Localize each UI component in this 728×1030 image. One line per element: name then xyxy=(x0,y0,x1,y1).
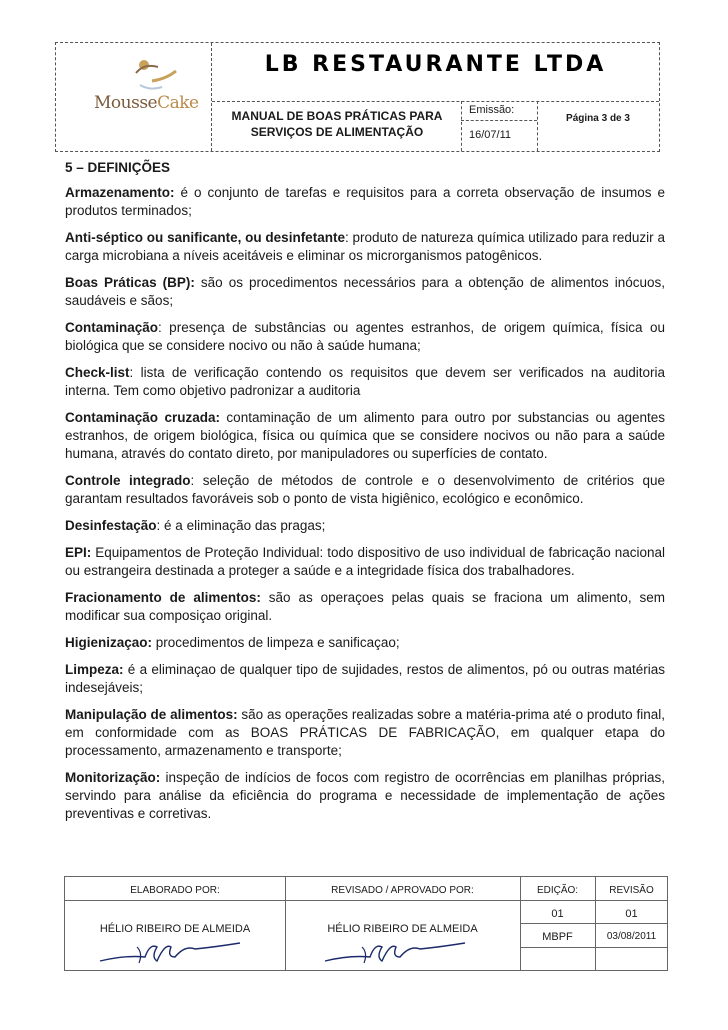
edicao-label: EDIÇÃO: xyxy=(536,885,579,896)
page-indicator: Página 3 de 3 xyxy=(566,113,630,124)
definition-term: Contaminação cruzada: xyxy=(65,410,220,425)
emissao-date: 16/07/11 xyxy=(469,129,512,141)
definition-term: Controle integrado xyxy=(65,473,191,488)
definition-term: Check-list xyxy=(65,365,130,380)
revisao-label: REVISÃO xyxy=(609,885,654,896)
definition-text: : lista de verificação contendo os requisitos que devem ser verificados na auditoria interna. Tem como objetivo padronizar a auditoria xyxy=(65,365,665,398)
elaborado-name: HÉLIO RIBEIRO DE ALMEIDA xyxy=(99,923,251,935)
definition-text: é o conjunto de tarefas e requisitos para a correta observação de insumos e produtos terminados; xyxy=(65,185,665,218)
signature-elaborado-icon xyxy=(95,939,245,969)
definition-item xyxy=(65,229,665,265)
definition-item xyxy=(65,589,665,625)
revision-date: 03/08/2011 xyxy=(606,931,657,942)
definition-item xyxy=(65,706,665,760)
definition-term: Desinfestação xyxy=(65,518,157,533)
revisao-value: 01 xyxy=(625,908,638,920)
definition-item xyxy=(65,769,665,823)
manual-title-line1: MANUAL DE BOAS PRÁTICAS PARA xyxy=(231,109,443,123)
document-code: MBPF xyxy=(542,931,573,943)
company-name: LB RESTAURANTE LTDA xyxy=(264,52,607,77)
document-header xyxy=(55,42,660,152)
logo-cell xyxy=(56,43,212,151)
definition-item xyxy=(65,472,665,508)
definition-item xyxy=(65,634,665,652)
definition-text: são as operaçoes pelas quais se fraciona um alimento, sem modificar sua composiçao original. xyxy=(65,590,665,623)
definition-text: procedimentos de limpeza e sanificaçao; xyxy=(152,635,400,650)
edicao-value: 01 xyxy=(551,908,564,920)
definition-item xyxy=(65,274,665,310)
signature-revisado-icon xyxy=(320,939,470,969)
definition-term: Limpeza: xyxy=(65,662,124,677)
revisado-name: HÉLIO RIBEIRO DE ALMEIDA xyxy=(327,923,478,935)
manual-title xyxy=(212,108,462,140)
definition-item xyxy=(65,661,665,697)
definition-item xyxy=(65,319,665,355)
definition-item xyxy=(65,364,665,400)
definition-term: Contaminação xyxy=(65,320,159,335)
definition-term: Monitorização: xyxy=(65,770,161,785)
definition-text: contaminação de um alimento para outro por substancias ou agentes estranhos, de origem biológica, física ou química que se considere nocivos ou não para a saúde humana, através do contato direto, por manipuladores ou superfícies de contato. xyxy=(65,410,665,461)
definition-text: : seleção de métodos de controle e o desenvolvimento de critérios que garantam resultados favoráveis sob o ponto de vista higiênico, ecológico e econômico. xyxy=(65,473,665,506)
definition-term: Higienizaçao: xyxy=(65,635,153,650)
elaborado-label: ELABORADO POR: xyxy=(130,885,220,896)
definition-item xyxy=(65,409,665,463)
definition-item xyxy=(65,184,665,220)
definition-text: é a eliminaçao de qualquer tipo de sujidades, restos de alimentos, pó ou outras matérias indesejáveis; xyxy=(65,662,665,695)
definition-text: são as operações realizadas sobre a matéria-prima até o produto final, em conformidade com as BOAS PRÁTICAS DE FABRICAÇÃO, em qualquer etapa do processamento, armazenamento e transporte; xyxy=(65,707,665,758)
definition-text: são os procedimentos necessários para a obtenção de alimentos inócuos, saudáveis e sãos; xyxy=(65,275,665,308)
definition-text: inspeção de indícios de focos com registro de ocorrências em planilhas próprias, servindo para análise da eficiência do programa e necessidade de implementação de ações preventivas e corretivas. xyxy=(65,770,665,821)
definition-text: : produto de natureza química utilizado para reduzir a carga microbiana a níveis aceitáveis e eliminar os microrganismos patogênicos. xyxy=(65,230,665,263)
definitions-section xyxy=(65,160,665,832)
manual-title-line2: SERVIÇOS DE ALIMENTAÇÃO xyxy=(250,125,424,139)
approval-table xyxy=(64,876,668,971)
definition-item xyxy=(65,544,665,580)
definition-item xyxy=(65,517,665,535)
definition-term: EPI: xyxy=(65,545,92,560)
definition-text: : é a eliminação das pragas; xyxy=(156,518,326,533)
definition-term: Anti-séptico ou sanificante, ou desinfetante xyxy=(65,230,345,245)
logo-wordmark: MousseCake xyxy=(94,93,199,113)
emissao-label: Emissão: xyxy=(469,104,515,116)
definition-text: : presença de substâncias ou agentes estranhos, de origem química, física ou biológica que se considere nocivo ou não à saúde humana; xyxy=(65,320,665,353)
definition-term: Armazenamento: xyxy=(65,185,175,200)
section-title: 5 – DEFINIÇÕES xyxy=(65,160,171,175)
revisado-label: REVISADO / APROVADO POR: xyxy=(331,885,474,896)
definition-term: Manipulação de alimentos: xyxy=(65,707,238,722)
definition-term: Boas Práticas (BP): xyxy=(65,275,195,290)
definition-text: Equipamentos de Proteção Individual: todo dispositivo de uso individual de fabricação nacional ou estrangeira destinada a proteger a saúde e a integridade física dos trabalhadores. xyxy=(65,545,665,578)
definition-term: Fracionamento de alimentos: xyxy=(65,590,261,605)
